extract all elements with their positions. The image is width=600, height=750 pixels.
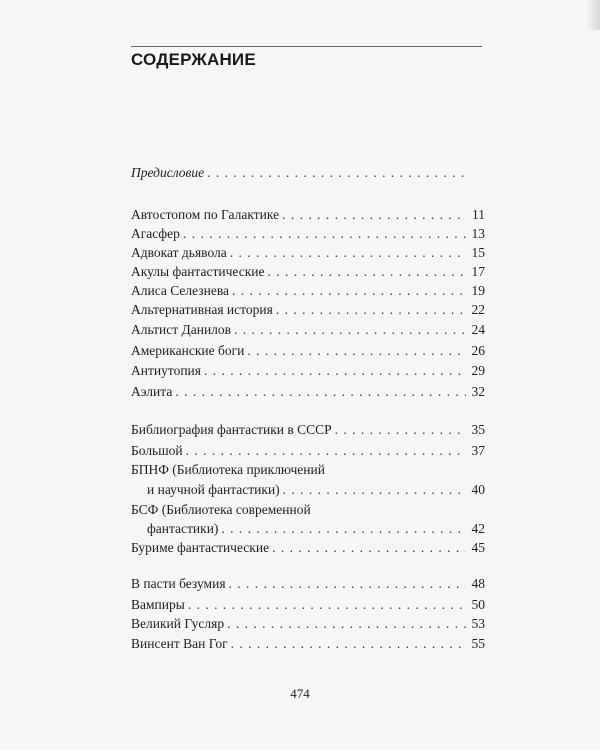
leader-dots — [282, 205, 466, 224]
leader-dots — [230, 243, 466, 262]
toc-entry-label: Альтернативная история — [131, 302, 273, 317]
toc-entry-page: 19 — [471, 283, 485, 298]
leader-dots — [267, 262, 466, 281]
page-edge-shadow — [586, 0, 600, 30]
toc-entry-label: Великий Гусляр — [131, 616, 225, 631]
toc-entry-page: 53 — [471, 616, 485, 631]
toc-entry — [131, 361, 485, 380]
leader-dots — [229, 574, 466, 593]
page-title: СОДЕРЖАНИЕ — [131, 50, 256, 69]
toc-entry-page: 29 — [471, 363, 485, 378]
toc-entry-page: 11 — [472, 207, 485, 222]
toc-entry-label-line1: БСФ (Библиотека современной — [131, 502, 311, 517]
toc-entry — [131, 634, 485, 653]
toc-entry-page: 35 — [471, 422, 485, 437]
toc-entry — [131, 480, 485, 499]
toc-entry-label: Винсент Ван Гог — [131, 636, 228, 651]
toc-entry — [131, 341, 485, 360]
toc-entry-page: 45 — [471, 540, 485, 555]
leader-dots — [247, 341, 466, 360]
toc-entry-page: 55 — [471, 636, 485, 651]
toc-entry — [131, 382, 485, 401]
leader-dots — [272, 538, 466, 557]
toc-entry-label: Аэлита — [131, 384, 173, 399]
toc-entry-page: 22 — [471, 302, 485, 317]
leader-dots — [335, 420, 466, 439]
toc-entry-page: 15 — [471, 245, 485, 260]
toc-entry-label-line2: и научной фантастики) — [147, 482, 280, 497]
toc-entry — [131, 205, 485, 224]
toc-entry-page: 42 — [471, 521, 485, 536]
toc-entry-label: Альтист Данилов — [131, 322, 232, 337]
toc-entry — [131, 243, 485, 262]
leader-dots — [231, 634, 466, 653]
leader-dots — [183, 224, 466, 243]
toc-entry — [131, 320, 485, 339]
toc-entry — [131, 574, 485, 593]
toc-entry — [131, 262, 485, 281]
toc-entry-label: Агасфер — [131, 226, 180, 241]
toc-entry-label: Библиография фантастики в СССР — [131, 422, 332, 437]
toc-entry — [131, 300, 485, 319]
leader-dots — [283, 480, 466, 499]
toc-entry-label: Большой — [131, 443, 183, 458]
toc-entry-page: 32 — [471, 384, 485, 399]
toc-entry-label: Акулы фантастические — [131, 264, 265, 279]
leader-dots — [234, 320, 466, 339]
leader-dots — [188, 595, 466, 614]
toc-entry-label: Американские боги — [131, 343, 245, 358]
toc-entry — [131, 224, 485, 243]
toc-entry — [131, 519, 485, 538]
leader-dots — [232, 281, 466, 300]
leader-dots — [276, 300, 466, 319]
toc-entry-page: 24 — [471, 322, 485, 337]
leader-dots — [227, 614, 466, 633]
toc-entry-page: 17 — [471, 264, 485, 279]
toc-entry-label: Автостопом по Галактике — [131, 207, 280, 222]
toc-entry-page: 37 — [471, 443, 485, 458]
toc-entry — [131, 538, 485, 557]
toc-entry-label: Адвокат дьявола — [131, 245, 227, 260]
toc-entry-label-line2: фантастики) — [147, 521, 219, 536]
toc-entry-label-line1: БПНФ (Библиотека приключений — [131, 462, 325, 477]
toc-entry-label: Антиутопия — [131, 363, 201, 378]
leader-dots — [204, 361, 466, 380]
toc-entry-page: 50 — [471, 597, 485, 612]
page-number: 474 — [290, 686, 310, 701]
leader-dots — [175, 382, 466, 401]
toc-entry-page: 48 — [471, 576, 485, 591]
heading-rule — [131, 46, 482, 47]
toc-entry — [131, 441, 485, 460]
toc-entry-page: 26 — [471, 343, 485, 358]
toc-entry-preface — [131, 163, 485, 182]
toc-entry-label: В пасти безумия — [131, 576, 226, 591]
toc-entry-label: Предисловие — [131, 165, 205, 180]
toc-entry — [131, 281, 485, 300]
leader-dots — [221, 519, 466, 538]
toc-entry-label: Алиса Селезнева — [131, 283, 230, 298]
toc-entry — [131, 595, 485, 614]
toc-entry — [131, 420, 485, 439]
toc-entry-page: 13 — [471, 226, 485, 241]
leader-dots — [207, 163, 466, 182]
toc-entry-label: Вампиры — [131, 597, 185, 612]
toc-entry-page: 40 — [471, 482, 485, 497]
toc-entry-label: Буриме фантастические — [131, 540, 270, 555]
leader-dots — [186, 441, 466, 460]
toc-entry — [131, 614, 485, 633]
